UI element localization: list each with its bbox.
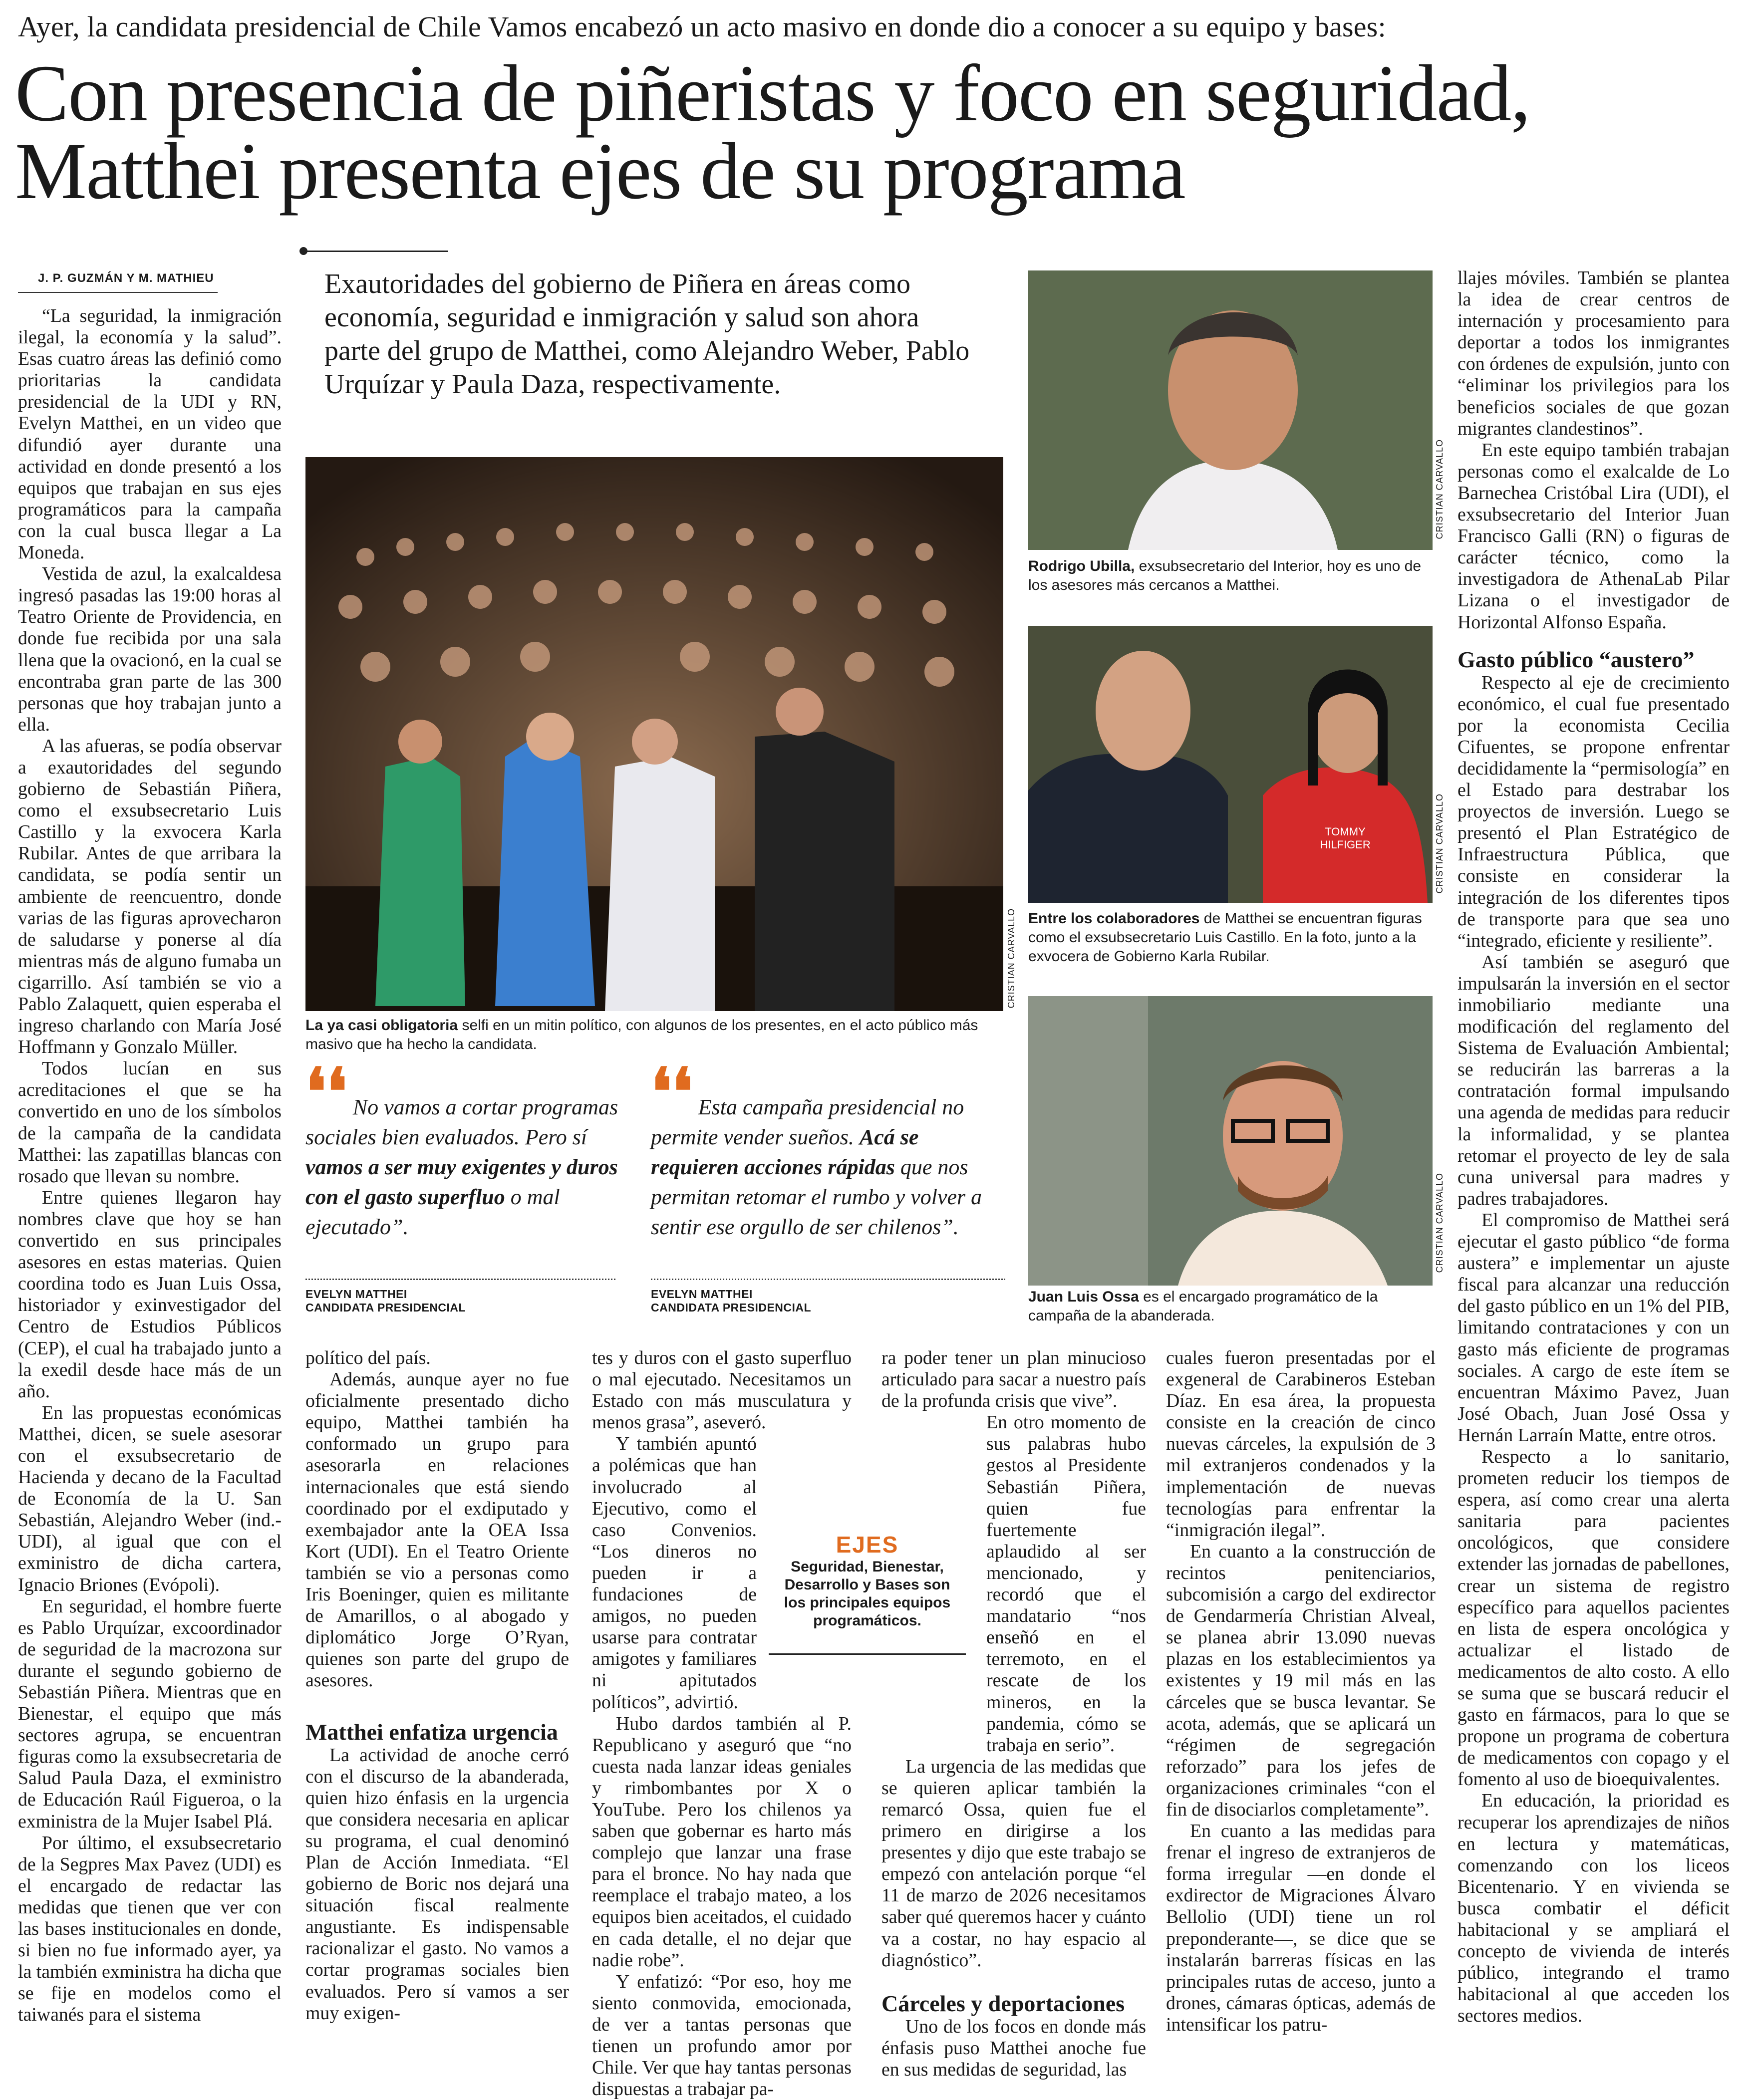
quote2-text-bold: Acá se requieren acciones rápidas	[651, 1125, 919, 1179]
headline-rule	[303, 251, 448, 252]
photo-castillo-rubilar	[1028, 626, 1433, 903]
photo-castillo-caption	[1028, 909, 1443, 966]
col1-paragraph: Vestida de azul, la exalcaldesa ingresó pasadas las 19:00 horas al Teatro Oriente de Providencia, en donde fue recibida por una sala llena que la ovacionó, en la cual se encontraba gran parte de las 300 personas que hoy trabajan junto a ella.	[18, 563, 282, 735]
pull-quote-2	[651, 1057, 1005, 1242]
kicker: Ayer, la candidata presidencial de Chile Vamos encabezó un acto masivo en donde dio a conocer a su equipo y bases:	[18, 10, 1386, 43]
deck: Exautoridades del gobierno de Piñera en áreas como economía, seguridad e inmigración y salud son ahora parte del grupo de Matthei, como Alejandro Weber, Pablo Urquízar y Paula Daza, respectivamente.	[324, 268, 970, 400]
photo-castillo-caption-lead: Entre los colaboradores	[1028, 910, 1200, 927]
headline-rule-dot	[299, 247, 307, 255]
col1-paragraph: Todos lucían en sus acreditaciones el que se ha convertido en uno de los símbolos de la campaña de la candidata Matthei: las zapatillas blancas con rosado que llevan su nombre.	[18, 1058, 282, 1187]
quote2-name: EVELYN MATTHEI	[651, 1288, 753, 1301]
main-photo-selfie-crowd	[305, 457, 1003, 1011]
col6-paragraph: El compromiso de Matthei será ejecutar el gasto público “de forma austera” e implementar un ajuste fiscal para alcanzar una reducción del gasto público en un 1% del PIB, limitando contrataciones y con un gasto más eficiente de programas sociales. A cargo de este ítem se encuentran Máximo Pavez, Juan José Obach, Juan José Ossa y Hernán Larraín Matte, entre otros.	[1458, 1209, 1730, 1446]
column-6	[1458, 267, 1730, 2027]
col1-paragraph: “La seguridad, la inmigración ilegal, la economía y la salud”. Esas cuatro áreas las definió como prioritarias la candidata presidencial de la UDI y RN, Evelyn Matthei, en un video que difundió ayer durante una actividad en donde presentó a los equipos que trabajan en sus ejes programáticos para la campaña con la cual busca llegar a La Moneda.	[18, 305, 282, 563]
col6-paragraph: llajes móviles. También se plantea la idea de crear centros de internación y procesamiento para deportar a todos los inmigrantes con órdenes de expulsión, junto con “eliminar los privilegios para los beneficios sociales de que gozan migrantes clandestinos”.	[1458, 267, 1730, 439]
col1-paragraph: A las afueras, se podía observar a exautoridades del segundo gobierno de Sebastián Piñera, como el exsubsecretario Luis Castillo y la exvocera Karla Rubilar. Antes de que arribara la candidata, se podía sentir un ambiente de reencuentro, donde varias de las figuras aprovecharon de saludarse y ponerse al día mientras más de alguno fumaba un cigarrillo. Así también se vio a Pablo Zalaquett, quien esperaba el ingreso charlando con María José Hoffmann y Gonzalo Müller.	[18, 735, 282, 1058]
col4-paragraph: La urgencia de las medidas que se quieren aplicar también la remarcó Ossa, quien fue el primero en dirigirse a los presentes y dijo que este trabajo se empezó con antelación porque “el 11 de marzo de 2026 necesitamos saber qué queremos hacer y cuánto va a costar, no hay espacio al diagnóstico”.	[881, 1756, 1146, 1971]
col4-paragraph: En otro momento de sus palabras hubo gestos al Presidente Sebastián Piñera, quien fue fuertemente aplaudido al ser mencionado, y recordó que el mandatario “nos enseñó en el terremoto, en el rescate de los mineros, en la pandemia, cómo se trabaja en serio”.	[986, 1412, 1146, 1756]
col6-paragraph: Respecto a lo sanitario, prometen reducir los tiempos de espera, así como crear una alerta sanitaria para pacientes oncológicos, que considere extender las jornadas de pabellones, crear un sistema de registro específico para aquellos pacientes en lista de espera oncológica y actualizar el listado de medicamentos de alto costo. A ello se suma que se buscará reducir el gasto en fármacos, para lo que se propone un programa de cobertura de medicamentos con copago y el fomento al uso de bioequivalentes.	[1458, 1446, 1730, 1790]
photo-ubilla-caption	[1028, 557, 1443, 595]
main-photo-credit: CRISTIAN CARVALLO	[1006, 908, 1016, 1009]
col5-paragraph: cuales fueron presentadas por el exgeneral de Carabineros Esteban Díaz. En esa área, la propuesta consiste en la creación de cinco nuevas cárceles, la expulsión de 3 mil extranjeros condenados y la implementación de nuevas tecnologías para enfrentar la “inmigración ilegal”.	[1166, 1347, 1436, 1541]
col6-paragraph: En este equipo también trabajan personas como el exalcalde de Lo Barnechea Cristóbal Lira (UDI), el exsubsecretario del Interior Juan Francisco Galli (RN) o figuras de carácter técnico, como la investigadora de AthenaLab Pilar Lizana o el investigador de Horizontal Alfonso España.	[1458, 439, 1730, 633]
quote1-text-pre: No vamos a cortar programas sociales bien evaluados. Pero sí	[305, 1095, 618, 1149]
quote-mark-icon: ❛❛	[651, 1057, 693, 1129]
headline-line-2: Matthei presenta ejes de su programa	[15, 127, 1185, 216]
photo-ubilla-credit: CRISTIAN CARVALLO	[1435, 439, 1445, 539]
quote1-rule	[305, 1279, 616, 1280]
quote1-text-bold: vamos a ser muy exigentes y duros con el gasto superfluo	[305, 1155, 618, 1209]
col5-paragraph: En cuanto a las medidas para frenar el ingreso de extranjeros de forma irregular —en donde el exdirector de Migraciones Álvaro Bellolio (UDI) tiene un rol preponderante—, se dice que se instalarán barreras físicas en las principales rutas de acceso, junto a drones, cámaras ópticas, además de intensificar los patru-	[1166, 1821, 1436, 2035]
col6-paragraph: Así también se aseguró que impulsarán la inversión en el sector inmobiliario mediante una modificación del reglamento del Sistema de Evaluación Ambiental; se reducirán las barreras a la contratación formal impulsando una agenda de medidas para reducir la informalidad, y se plantea retomar el proyecto de ley de sala cuna universal para madres y padres trabajadores.	[1458, 951, 1730, 1209]
photo-ossa-credit: CRISTIAN CARVALLO	[1435, 1173, 1445, 1273]
col1-paragraph: Por último, el exsubsecretario de la Segpres Max Pavez (UDI) es el encargado de redactar las medidas que tienen que ver con las bases institucionales en donde, si bien no fue informado ayer, ya la también exministra ha dicha que se fije en modelos como el taiwanés para el sistema	[18, 1832, 282, 2026]
column-3	[592, 1347, 852, 2100]
quote2-text-post: que nos permitan retomar el rumbo y volver a sentir ese orgullo de ser chilenos”.	[651, 1155, 982, 1239]
byline: J. P. GUZMÁN Y M. MATHIEU	[38, 271, 214, 285]
quote2-role: CANDIDATA PRESIDENCIAL	[651, 1301, 812, 1314]
col2-subheading: Matthei enfatiza urgencia	[305, 1719, 558, 1745]
col2-paragraph: La actividad de anoche cerró con el discurso de la abanderada, quien hizo énfasis en la urgencia que considera necesaria en aplicar su programa, el cual denominó Plan de Acción Inmediata. “El gobierno de Boric nos dejará una situación fiscal realmente angustiante. Es indispensable racionalizar el gasto. No vamos a cortar programas sociales bien evaluados. Pero sí vamos a ser muy exigen-	[305, 1744, 569, 2024]
byline-rule	[18, 292, 218, 293]
photo-rodrigo-ubilla	[1028, 270, 1433, 550]
col6-paragraph: En educación, la prioridad es recuperar los aprendizajes de niños en lectura y matemáticas, comenzando con los liceos Bicentenario. Y en vivienda se busca combatir el déficit habitacional y se ampliará el concepto de vivienda de interés público, integrando el tramo habitacional al que acceden los sectores medios.	[1458, 1790, 1730, 2027]
column-1	[18, 305, 282, 2026]
headline	[15, 49, 1742, 216]
quote1-role: CANDIDATA PRESIDENCIAL	[305, 1301, 466, 1314]
pull-quote-1	[305, 1057, 630, 1242]
ejes-text: Seguridad, Bienestar, Desarrollo y Bases son los principales equipos programáticos.	[784, 1559, 951, 1629]
photo-ossa-caption-lead: Juan Luis Ossa	[1028, 1289, 1139, 1305]
main-photo-caption	[305, 1016, 1004, 1054]
col2-paragraph: político del país.	[305, 1347, 431, 1368]
col1-paragraph: Entre quienes llegaron hay nombres clave que hoy se han convertido en sus principales asesores en estas materias. Quien coordina todo es Juan Luis Ossa, historiador y exinvestigador del Centro de Estudios Públicos (CEP), el cual ha trabajado junto a la exedil desde hace más de un año.	[18, 1187, 282, 1402]
col2-paragraph: Además, aunque ayer no fue oficialmente presentado dicho equipo, Matthei también ha conformado un grupo para asesorarla en relaciones internacionales que está siendo coordinado por el exdiputado y exembajador ante la OEA Issa Kort (UDI). En el Teatro Oriente también se vio a personas como Iris Boeninger, quien es militante de Amarillos, o al abogado y diplomático Jorge O’Ryan, quienes son parte del grupo de asesores.	[305, 1369, 569, 1691]
col3-paragraph: Y también apuntó a polémicas que han involucrado al Ejecutivo, como el caso Convenios. “Los dineros no pueden ir a fundaciones de amigos, no pueden usarse para contratar amigotes y familiares ni apitutados políticos”, advirtió.	[592, 1433, 757, 1713]
quote1-name: EVELYN MATTHEI	[305, 1288, 407, 1301]
quote2-text-pre: Esta campaña presidencial no permite vender sueños.	[651, 1095, 964, 1149]
col5-paragraph: En cuanto a la construcción de recintos penitenciarios, subcomisión a cargo del exdirector de Gendarmería Christian Alveal, se planea abrir 13.090 nuevas plazas en los establecimientos ya existentes y 19 mil más en las cárceles que se busca levantar. Se acota, además, que se aplicará un “régimen de segregación reforzado” para los jefes de organizaciones criminales “con el fin de disociarlos completamente”.	[1166, 1541, 1436, 1820]
quote1-text-post: o mal ejecutado”.	[305, 1185, 560, 1239]
col3-paragraph: Hubo dardos también al P. Republicano y aseguró que “no cuesta nada lanzar ideas geniales y rimbombantes por X o YouTube. Pero los chilenos ya saben que gobernar es harto más complejo que lanzar una frase para el bronce. No hay nada que reemplace el trabajo mateo, a los equipos bien aceitados, el cuidado en cada detalle, el no dejar que nadie robe”.	[592, 1713, 852, 1971]
quote2-rule	[651, 1279, 1005, 1280]
col4-subheading: Cárceles y deportaciones	[881, 1990, 1125, 2016]
photo-castillo-caption-text: de Matthei se encuentran figuras como el exsubsecretario Luis Castillo. En la foto, junto a la exvocera de Gobierno Karla Rubilar.	[1028, 910, 1422, 965]
column-2	[305, 1347, 569, 2024]
column-4	[881, 1347, 1146, 2081]
quote2-attribution	[651, 1288, 811, 1314]
col4-paragraph: Uno de los focos en donde más énfasis puso Matthei anoche fue en sus medidas de seguridad, las	[881, 2016, 1146, 2080]
photo-ossa-caption	[1028, 1288, 1443, 1325]
photo-ubilla-caption-text: exsubsecretario del Interior, hoy es uno de los asesores más cercanos a Matthei.	[1028, 558, 1422, 593]
photo-castillo-credit: CRISTIAN CARVALLO	[1435, 793, 1445, 894]
col1-paragraph: En seguridad, el hombre fuerte es Pablo Urquízar, excoordinador de seguridad de la macrozona sur durante el segundo gobierno de Sebastián Piñera. Mientras que en Bienestar, el equipo que más sectores agrupa, se encuentran figuras como la exsubsecretaria de Salud Paula Daza, el exministro de Educación Raúl Figueroa, o la exministra de la Mujer Isabel Plá.	[18, 1595, 282, 1832]
col6-paragraph: Respecto al eje de crecimiento económico, el cual fue presentado por la economista Cecilia Cifuentes, se propone enfrentar decididamente la “permisología” en el Estado para destrabar los proyectos de inversión. Luego se presentó el Plan Estratégico de Infraestructura Pública, que consiste en considerar la integración de los diferentes tipos de transporte para que sea uno “integrado, eficiente y resiliente”.	[1458, 672, 1730, 951]
photo-juan-luis-ossa	[1028, 996, 1433, 1286]
col1-paragraph: En las propuestas económicas Matthei, dicen, se suele asesorar con el exsubsecretario de Hacienda y decano de la Facultad de Economía de la U. San Sebastián, Alejandro Weber (ind.-UDI), al igual que con el exministro de dicha cartera, Ignacio Briones (Evópoli).	[18, 1402, 282, 1595]
shirt-logo-text: TOMMY HILFIGER	[1320, 825, 1371, 851]
main-photo-caption-text: selfi en un mitin político, con algunos de los presentes, en el acto público más masivo que ha hecho la candidata.	[305, 1017, 978, 1052]
photo-ubilla-caption-lead: Rodrigo Ubilla,	[1028, 558, 1135, 574]
ejes-title: EJES	[836, 1532, 899, 1558]
quote-mark-icon: ❛❛	[305, 1057, 347, 1129]
photo-ossa-caption-text: es el encargado programático de la campaña de la abanderada.	[1028, 1289, 1378, 1324]
column-5	[1166, 1347, 1436, 2036]
col6-subheading: Gasto público “austero”	[1458, 646, 1695, 672]
quote1-attribution	[305, 1288, 466, 1314]
col4-paragraph: ra poder tener un plan minucioso articulado para sacar a nuestro país de la profunda crisis que vive”.	[881, 1347, 1146, 1412]
col3-paragraph: tes y duros con el gasto superfluo o mal ejecutado. Necesitamos un Estado con más musculatura y menos grasa”, aseveró.	[592, 1347, 852, 1433]
main-photo-caption-lead: La ya casi obligatoria	[305, 1017, 458, 1034]
col3-paragraph: Y enfatizó: “Por eso, hoy me siento conmovida, emocionada, de ver a tantas personas que tienen un profundo amor por Chile. Ver que hay tantas personas dispuestas a trabajar pa-	[592, 1971, 852, 2100]
headline-line-1: Con presencia de piñeristas y foco en seguridad,	[15, 49, 1530, 138]
